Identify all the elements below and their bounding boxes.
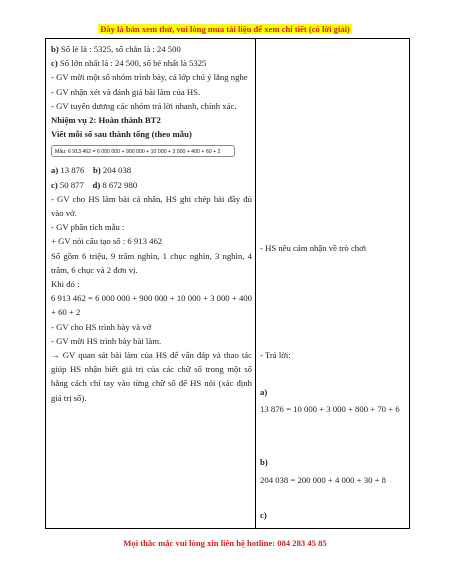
exercise-c-value: 50 877: [57, 179, 84, 190]
instruction-analyze-sample: - GV phân tích mẫu :: [51, 222, 125, 233]
sample-formula-box: Mẫu: 6 913 462 = 6 000 000 + 900 000 + 10 000 + 3 000 + 400 + 60 + 2: [51, 145, 235, 157]
exercise-d-label: d): [92, 179, 101, 190]
instruction-observe: → GV quan sát bài làm của HS để vấn đáp và thao tác giúp HS nhận biết giá trị của các chữ số trong một số bằng cách chỉ tay vào từng chữ số để HS nói (xác định giá trị số).: [51, 350, 252, 403]
preview-notice-text: Đây là bản xem thử, vui lòng mua tài liệu để xem chi tiết (có lời giải): [100, 24, 350, 34]
student-answer-c-label: c): [260, 510, 267, 520]
expanded-form-equation: 6 913 462 = 6 000 000 + 900 000 + 10 000 + 3 000 + 400 + 60 + 2: [51, 293, 252, 318]
instruction-individual-work: - GV cho HS làm bài cá nhân, HS ghi chép bài đầy đủ vào vở.: [51, 193, 252, 219]
answer-c-text: Số lớn nhất là : 24 500, số bé nhất là 5325: [57, 58, 207, 69]
instruction-present: - GV mời một số nhóm trình bày, cả lớp chú ý lắng nghe: [51, 72, 248, 83]
answer-c-label: c): [51, 58, 58, 69]
then-label: Khi đó :: [51, 279, 80, 290]
exercise-a-value: 13 876: [58, 165, 85, 176]
task-2-title: Nhiệm vụ 2: Hoàn thành BT2: [51, 115, 161, 126]
student-response-game: - HS nêu cảm nhận về trò chơi: [260, 243, 367, 253]
instruction-structure: + GV nói cấu tạo số : 6 913 462: [51, 236, 163, 247]
teacher-activity-column: [51, 42, 252, 405]
exercise-a-label: a): [51, 165, 59, 176]
lesson-table: [45, 38, 410, 529]
instruction-present-work: - GV mời HS trình bày bài làm.: [51, 335, 162, 346]
student-answer-b-label: b): [260, 457, 268, 467]
answer-b-label: b): [51, 44, 59, 54]
exercise-c-label: c): [51, 179, 58, 190]
exercise-row-cd: [51, 178, 252, 192]
exercise-row-ab: [51, 163, 252, 177]
exercise-d-value: 8 672 980: [100, 179, 138, 190]
exercise-b-value: 204 038: [100, 165, 132, 176]
instruction-write-notebook: - GV cho HS trình bày và vở: [51, 321, 152, 332]
exercise-b-label: b): [93, 165, 101, 176]
student-answer-b: 204 038 = 200 000 + 4 000 + 30 + 8: [260, 475, 387, 485]
task-2-subtitle: Viết mỗi số sau thành tổng (theo mẫu): [51, 129, 192, 140]
answer-b-text: Số lẻ là : 5325, số chẵn là : 24 500: [58, 44, 181, 54]
student-answer-a-label: a): [260, 387, 268, 397]
student-answer-a: 13 876 = 10 000 + 3 000 + 800 + 70 + 6: [260, 404, 400, 414]
instruction-review: - GV nhận xét và đánh giá bài làm của HS.: [51, 86, 201, 97]
instruction-praise: - GV tuyên dương các nhóm trả lời nhanh, chính xác.: [51, 100, 237, 111]
answer-b-line: [51, 42, 252, 56]
number-decomposition-text: Số gồm 6 triệu, 9 trăm nghìn, 1 chục nghìn, 3 nghìn, 4 trăm, 6 chục và 2 đơn vị.: [51, 250, 252, 275]
answer-c-line: [51, 56, 252, 70]
hotline-footer: Mọi thắc mắc vui lòng xin liên hệ hotline: 084 283 45 85: [123, 538, 327, 548]
column-divider: [255, 39, 256, 528]
preview-notice-banner: [0, 24, 450, 34]
student-answer-label: - Trả lời:: [260, 350, 291, 360]
